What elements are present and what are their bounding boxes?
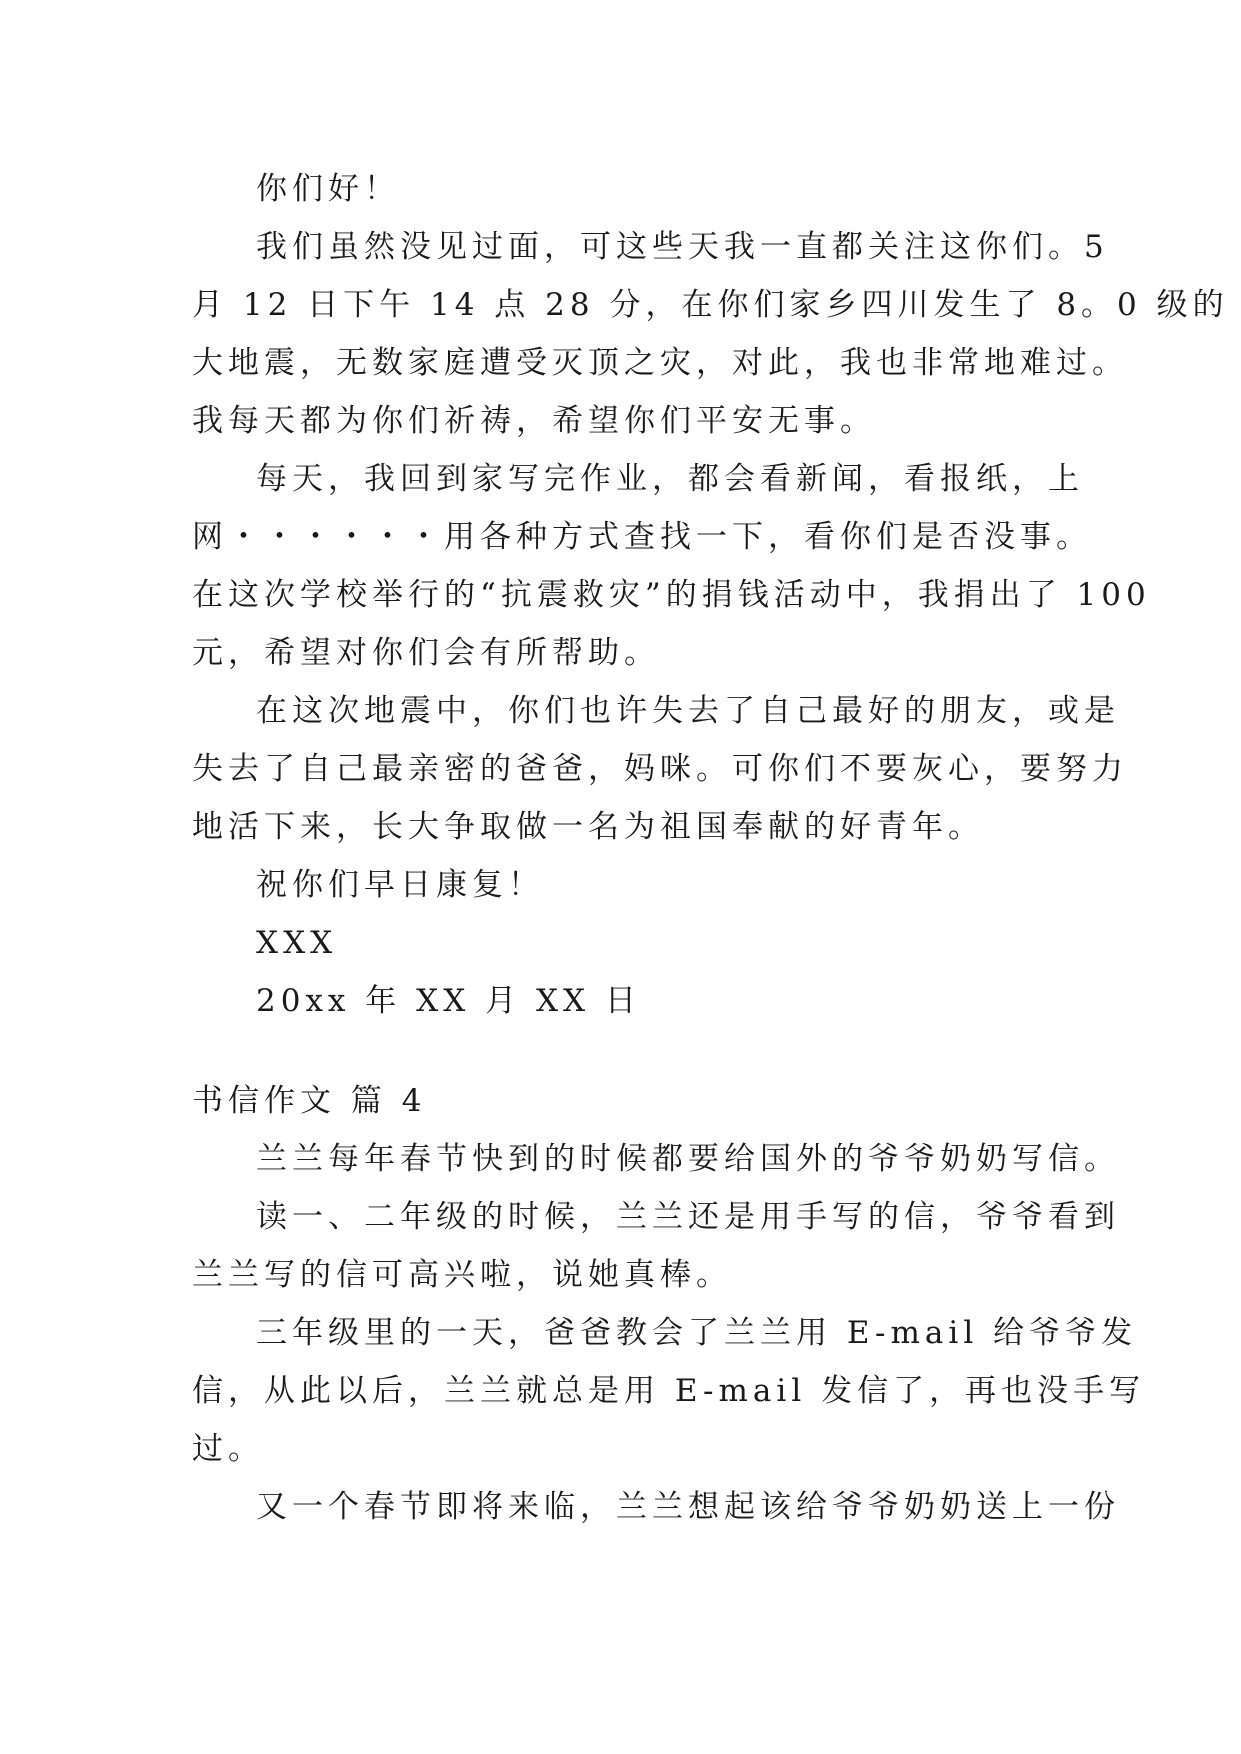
section-gap — [192, 1030, 1072, 1072]
text-line: 大地震，无数家庭遭受灭顶之灾，对此，我也非常地难过。 — [192, 345, 1128, 381]
text-line: 三年级里的一天，爸爸教会了兰兰用 E-mail 给爷爷发 — [256, 1315, 1138, 1351]
text-line: 我们虽然没见过面，可这些天我一直都关注这你们。5 — [256, 229, 1109, 265]
paragraph — [192, 1478, 1120, 1536]
text-line: 每天，我回到家写完作业，都会看新闻，看报纸，上 — [256, 461, 1084, 497]
date: 20xx 年 XX 月 XX 日 — [256, 983, 641, 1019]
signature: XXX — [256, 925, 338, 961]
document-page — [192, 160, 1229, 1536]
text-line: 失去了自己最亲密的爸爸，妈咪。可你们不要灰心，要努力 — [192, 751, 1128, 787]
paragraph — [192, 1130, 1120, 1188]
text-line: 在这次学校举行的“抗震救灾”的捐钱活动中，我捐出了 100 — [192, 577, 1151, 613]
text-line: 又一个春节即将来临，兰兰想起该给爷爷奶奶送上一份 — [256, 1489, 1120, 1525]
paragraph — [192, 450, 1151, 682]
text-line: 地活下来，长大争取做一名为祖国奉献的好青年。 — [192, 809, 984, 845]
text-line: 兰兰写的信可高兴啦，说她真棒。 — [192, 1257, 732, 1293]
paragraph — [192, 682, 1128, 856]
closing: 祝你们早日康复！ — [256, 867, 544, 903]
paragraph — [192, 218, 1229, 450]
greeting: 你们好！ — [256, 171, 400, 207]
text-line: 在这次地震中，你们也许失去了自己最好的朋友，或是 — [256, 693, 1120, 729]
text-line: 信，从此以后，兰兰就总是用 E-mail 发信了，再也没手写 — [192, 1373, 1146, 1409]
paragraph — [192, 1304, 1146, 1478]
text-line: 网・・・・・・用各种方式查找一下，看你们是否没事。 — [192, 519, 1092, 555]
text-line: 兰兰每年春节快到的时候都要给国外的爷爷奶奶写信。 — [256, 1141, 1120, 1177]
paragraph — [192, 1188, 1120, 1304]
text-line: 读一、二年级的时候，兰兰还是用手写的信，爷爷看到 — [256, 1199, 1120, 1235]
text-line: 元，希望对你们会有所帮助。 — [192, 635, 660, 671]
text-line: 过。 — [192, 1431, 264, 1467]
section-heading: 书信作文 篇 4 — [192, 1083, 427, 1119]
text-line: 我每天都为你们祈祷，希望你们平安无事。 — [192, 403, 876, 439]
text-line: 月 12 日下午 14 点 28 分，在你们家乡四川发生了 8。0 级的 — [192, 287, 1229, 323]
